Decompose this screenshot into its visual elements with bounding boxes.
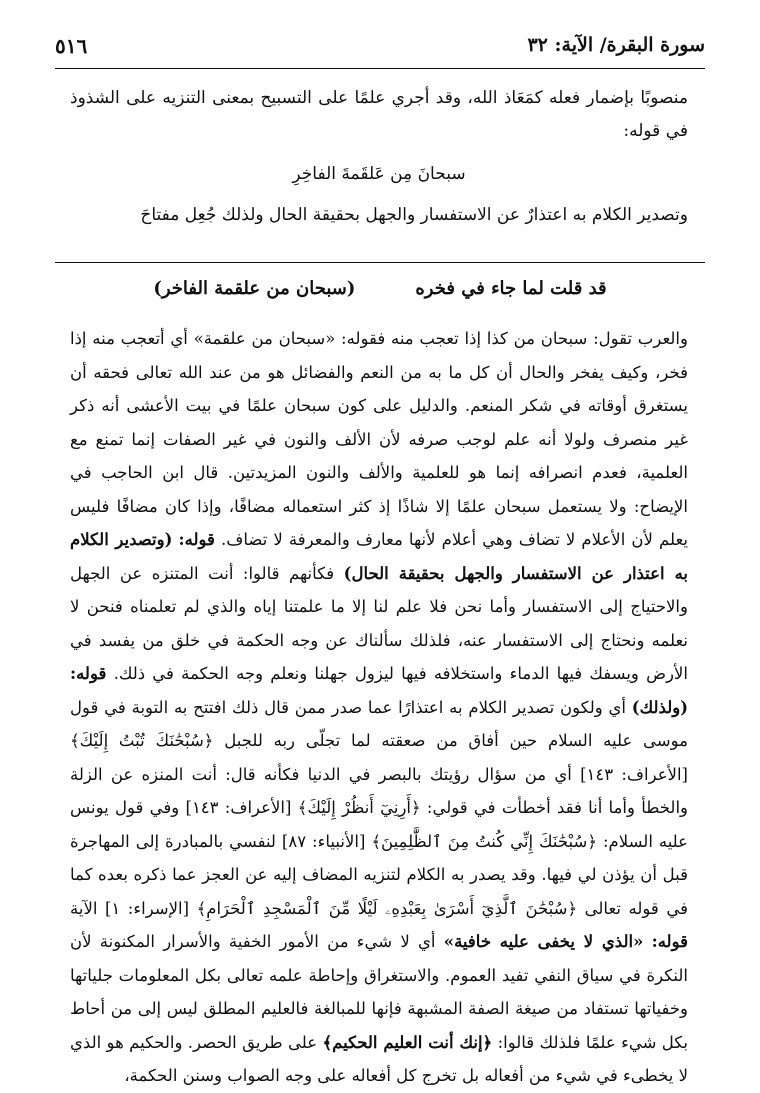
- page-header: [55, 34, 705, 62]
- lemma-quote: (وتصدير الكلام به اعتذار عن الاستفسار والجهل بحقيقة الحال): [70, 530, 689, 583]
- lemma-quote: (ولذلك): [631, 697, 688, 717]
- verse-hemistich-1: قد قلت لما جاء في فخره: [415, 278, 607, 299]
- lemma-label: قوله:: [70, 664, 107, 683]
- quran-quote: ﴿إنك أنت العليم الحكيم﴾: [322, 1032, 493, 1052]
- running-title: سورة البقرة/ الآية: ٣٢: [527, 34, 705, 56]
- paragraph-text: فكأنهم قالوا: أنت المتنزه عن الجهل والاحتياج إلى الاستفسار وأما نحن فلا علم لنا إلا ما علمتنا إياه والذي لم تعلمناه فنحن لا نعلمه ونحتاج إلى الاستفسار عنه، فلذلك سألناك عن وجه الحكمة في خلق من يفسد في الأرض ويسفك فيها الدماء واستخلافه فيها ليزول جهلنا ونعلم وجه الحكمة في ذلك.: [70, 563, 688, 683]
- lemma-label: قوله:: [651, 932, 689, 951]
- poetry-verse: سبحانَ مِن عَلقَمةَ الفاخِرِ: [292, 164, 466, 184]
- verse-hemistich-2: (سبحان من علقمة الفاخر): [153, 278, 356, 299]
- commentary-text: [70, 322, 688, 1093]
- paragraph-text: أي ولكون تصدير الكلام به اعتذارًا عما صدر ممن قال ذلك افتتح به التوبة في قول موسى عليه السلام حين أفاق من صعقته لما تجلّى ربه للجبل ﴿سُبْحَٰنَكَ تُبْتُ إِلَيْكَ﴾ [الأعراف: ١٤٣] أي من سؤال رؤيتك بالبصر في الدنيا فكأنه قال: أنت المنزه عن الزلة والخطأ وأما أنا فقد أخطأت في قولي: ﴿أَرِنِيٓ أَنظُرْ إِلَيْكَ﴾ [الأعراف: ١٤٣] وفي قول يونس عليه السلام: ﴿سُبْحَٰنَكَ إِنِّي كُنتُ مِنَ ٱلظَّٰلِمِينَ﴾ [الأنبياء: ٨٧] لنفسي بالمبادرة إلى المهاجرة قبل أن يؤذن لي فيها. وقد يصدر به الكلام لتنزيه المضاف إليه عن العجز عما ذكره بعده كما في قوله تعالى ﴿سُبْحَٰنَ ٱلَّذِيٓ أَسْرَىٰ بِعَبْدِهِۦ لَيْلًا مِّنَ ٱلْمَسْجِدِ ٱلْحَرَامِ﴾ [الإسراء: ١] الآية: [70, 697, 688, 918]
- main-paragraph-1: منصوبًا بإضمار فعله كمَعَاذ الله، وقد أجري علمًا على التسبيح بمعنى التنزيه على الشذوذ في قوله:: [70, 88, 688, 141]
- main-text-section: [70, 82, 688, 232]
- paragraph-text: على طريق الحصر. والحكيم هو الذي لا يخطىء في شيء من أفعاله بل تخرج كل أفعاله على وجه الصواب وسنن الحكمة،: [70, 1032, 688, 1085]
- paragraph-text: أي لا شيء من الأمور الخفية والأسرار المكنونة لأن النكرة في سياق النفي تفيد العموم. والاستغراق وإحاطة علمه تعالى بكل المعلومات جلياتها وخفياتها تستفاد من صيغة الصفة المشبهة فإنها للمبالغة فالعليم المطلق ليس إلى من أحاط بكل شيء علمًا فلذلك قالوا:: [70, 932, 688, 1052]
- lemma-quote: «الذي لا يخفى عليه خافية»: [443, 932, 644, 951]
- page-number: ٥١٦: [55, 34, 88, 58]
- paragraph-text: والعرب تقول: سبحان من كذا إذا تعجب منه فقوله: «سبحان من علقمة» أي أتعجب منه إذا فخر، وكيف يفخر والحال أن كل ما به من النعم والفضائل هو من عند الله تعالى فحقه أن يستغرق أوقاته في شكر المنعم. والدليل على كون سبحان علمًا في بيت الأعشى أنه ذكر غير منصرف ولولا أنه علم لوجب صرفه لأن الألف والنون في غير الصفات إنما تمنع مع العلمية، فعدم انصرافه إنما هو للعلمية والألف والنون المزيدتين. قال ابن الحاجب في الإيضاح: ولا يستعمل سبحان علمًا إلا شاذًا إذ كثر استعماله مضافًا، وإذا كان مضافًا فليس يعلم لأن الأعلام لا تضاف وهي أعلام لأنها معارف والمعرفة لا تضاف.: [70, 329, 689, 549]
- header-divider: [55, 68, 705, 69]
- main-paragraph-2: وتصدير الكلام به اعتذارٌ عن الاستفسار والجهل بحقيقة الحال ولذلك جُعِل مفتاحَ: [140, 205, 688, 225]
- commentary-paragraph: [70, 322, 688, 1093]
- section-divider: [55, 262, 705, 263]
- lemma-label: قوله:: [178, 530, 215, 549]
- commentary-verse: [55, 278, 705, 306]
